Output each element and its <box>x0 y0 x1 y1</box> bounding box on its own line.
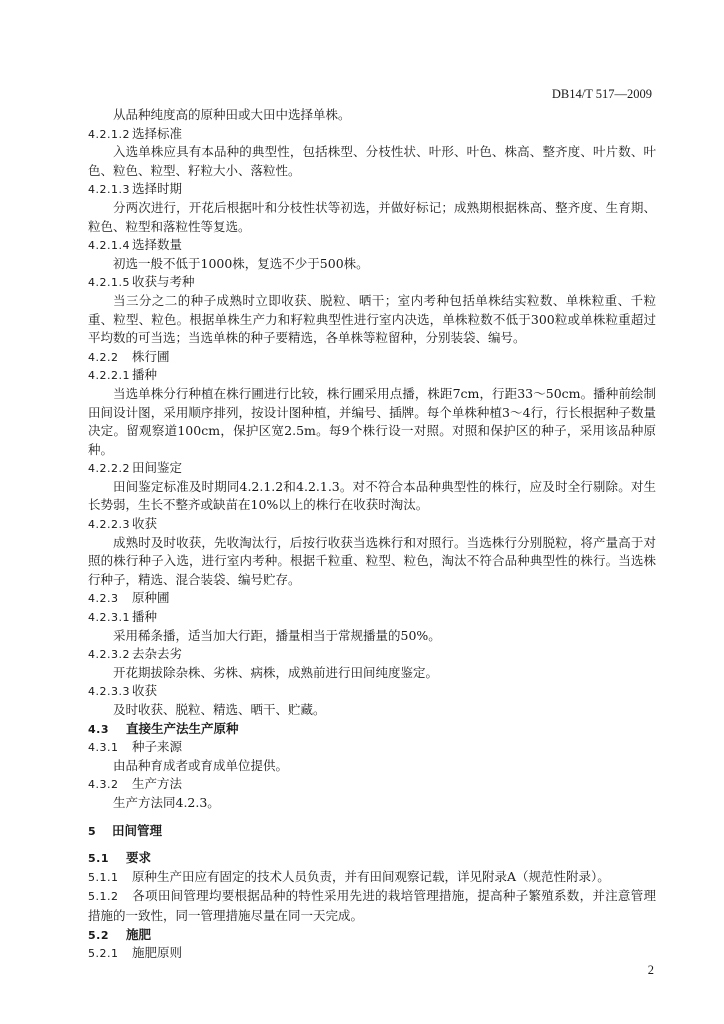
clause-title: 选择数量 <box>132 237 183 253</box>
clause-title: 直接生产法生产原种 <box>126 720 239 736</box>
paragraph: 及时收获、脱粒、精选、晒干、贮藏。 <box>113 702 326 717</box>
clause-heading <box>88 738 656 757</box>
clause-number: 4.2.2.2 <box>88 462 130 476</box>
clause-title: 选择标准 <box>132 125 183 141</box>
clause-number: 4.3.1 <box>88 741 119 755</box>
clause-text: 各项田间管理均要根据品种的特性采用先进的栽培管理措施，提高种子繁殖系数，并注意管理措施的一致性，同一管理措施尽量在同一天完成。 <box>88 888 656 923</box>
clause-heading <box>88 645 656 664</box>
paragraph: 当选单株分行种植在株行圃进行比较，株行圃采用点播，株距7cm，行距33～50cm。播种前绘制田间设计图，采用顺序排列，按设计图种植，并编号、插牌。每个单株种植3～4行，行长根据种子数量决定。留观察道100cm，保护区宽2.5m。每9个株行设一对照。对照和保护区的种子，采用该品种原种。 <box>88 385 656 457</box>
clause-number: 4.2.3.3 <box>88 685 130 699</box>
paragraph: 成熟时及时收获，先收淘汰行，后按行收获当选株行和对照行。当选株行分别脱粒，将产量高于对照的株行种子入选，进行室内考种。根据千粒重、粒型、粒色，淘汰不符合品种典型性的株行。当选株行种子，精选、混合装袋、编号贮存。 <box>88 534 656 587</box>
clause-number: 4.2.1.4 <box>88 239 130 253</box>
standard-code-header: DB14/T 517—2009 <box>551 87 652 101</box>
clause-number: 4.2.2.3 <box>88 518 130 532</box>
clause-heading <box>88 682 656 701</box>
paragraph: 从品种纯度高的原种田或大田中选择单株。 <box>113 107 351 122</box>
clause-heading <box>88 348 656 367</box>
clause-title: 施肥 <box>126 926 152 942</box>
clause-title: 田间管理 <box>112 822 163 838</box>
clause-title: 田间鉴定 <box>132 460 183 476</box>
clause-number: 4.2.1.3 <box>88 183 130 197</box>
paragraph: 由品种育成者或育成单位提供。 <box>113 757 289 773</box>
clause-title: 施肥原则 <box>132 945 183 961</box>
clause-number: 4.3 <box>88 722 109 736</box>
paragraph: 生产方法同4.2.3。 <box>113 794 220 810</box>
clause-number: 4.2.1.5 <box>88 276 130 290</box>
clause-number: 4.2.3.1 <box>88 611 130 625</box>
clause-title: 原种圃 <box>132 590 170 606</box>
clause-title: 种子来源 <box>132 739 183 755</box>
clause-heading <box>88 944 656 963</box>
clause-number: 5.1.1 <box>88 870 119 884</box>
clause-number: 5.1 <box>88 852 109 866</box>
clause-heading <box>88 366 656 385</box>
clause-heading <box>88 849 656 868</box>
clause-number: 4.2.3 <box>88 592 119 606</box>
clause-number: 4.2.2.1 <box>88 369 130 383</box>
clause-number: 4.2.1.2 <box>88 127 130 141</box>
paragraph: 田间鉴定标准及时期同4.2.1.2和4.2.1.3。对不符合本品种典型性的株行，应及时全行剔除。对生长势弱，生长不整齐或缺苗在10%以上的株行在收获时淘汰。 <box>88 478 656 513</box>
page-number: 2 <box>647 963 654 977</box>
clause-heading <box>88 180 656 199</box>
paragraph: 分两次进行，开花后根据叶和分枝性状等初选，并做好标记；成熟期根据株高、整齐度、生育期、粒色、粒型和落粒性等复选。 <box>88 199 656 234</box>
clause-heading <box>88 589 656 608</box>
clause-number: 4.2.3.2 <box>88 648 130 662</box>
paragraph: 入选单株应具有本品种的典型性，包括株型、分枝性状、叶形、叶色、株高、整齐度、叶片数、叶色、粒色、粒型、籽粒大小、落粒性。 <box>88 144 656 178</box>
paragraph: 当三分之二的种子成熟时立即收获、脱粒、晒干；室内考种包括单株结实粒数、单株粒重、千粒重、粒型、粒色。根据单株生产力和籽粒典型性进行室内决选，单株粒数不低于300粒或单株粒重超过平均数的可当选；当选单株的种子要精选，各单株等粒留种，分别装袋、编号。 <box>88 292 656 346</box>
clause-title: 收获 <box>132 516 158 532</box>
section-gap <box>88 840 656 849</box>
clause-heading <box>88 775 656 794</box>
clause-title: 收获 <box>132 683 158 699</box>
clause-title: 播种 <box>132 609 158 625</box>
clause-title: 株行圃 <box>132 348 170 364</box>
clause-paragraph <box>88 887 656 925</box>
paragraph: 初选一般不低于1000株，复选不少于500株。 <box>113 255 369 271</box>
clause-title: 收获与考种 <box>132 274 195 290</box>
clause-title: 要求 <box>126 850 152 866</box>
clause-heading <box>88 822 656 841</box>
clause-heading <box>88 273 656 292</box>
clause-paragraph <box>88 868 656 888</box>
clause-title: 选择时期 <box>132 181 183 197</box>
clause-text: 原种生产田应有固定的技术人员负责，并有田间观察记载，详见附录A（规范性附录）。 <box>132 868 610 884</box>
clause-heading <box>88 608 656 627</box>
clause-heading <box>88 515 656 534</box>
clause-number: 5.1.2 <box>88 890 119 904</box>
clause-number: 5.2.1 <box>88 947 119 961</box>
paragraph: 开花期拔除杂株、劣株、病株，成熟前进行田间纯度鉴定。 <box>113 664 439 680</box>
clause-title: 播种 <box>132 367 158 383</box>
clause-heading <box>88 926 656 945</box>
clause-number: 5.2 <box>88 928 109 942</box>
clause-number: 5 <box>88 824 97 838</box>
clause-title: 生产方法 <box>132 776 183 792</box>
section-gap <box>88 813 656 822</box>
document-body <box>88 106 656 963</box>
clause-heading <box>88 459 656 478</box>
clause-heading <box>88 125 656 144</box>
clause-number: 4.2.2 <box>88 350 119 364</box>
clause-title: 去杂去劣 <box>132 646 183 662</box>
clause-heading <box>88 720 656 739</box>
clause-number: 4.3.2 <box>88 778 119 792</box>
clause-heading <box>88 236 656 255</box>
paragraph: 采用稀条播，适当加大行距，播量相当于常规播量的50%。 <box>113 627 441 643</box>
